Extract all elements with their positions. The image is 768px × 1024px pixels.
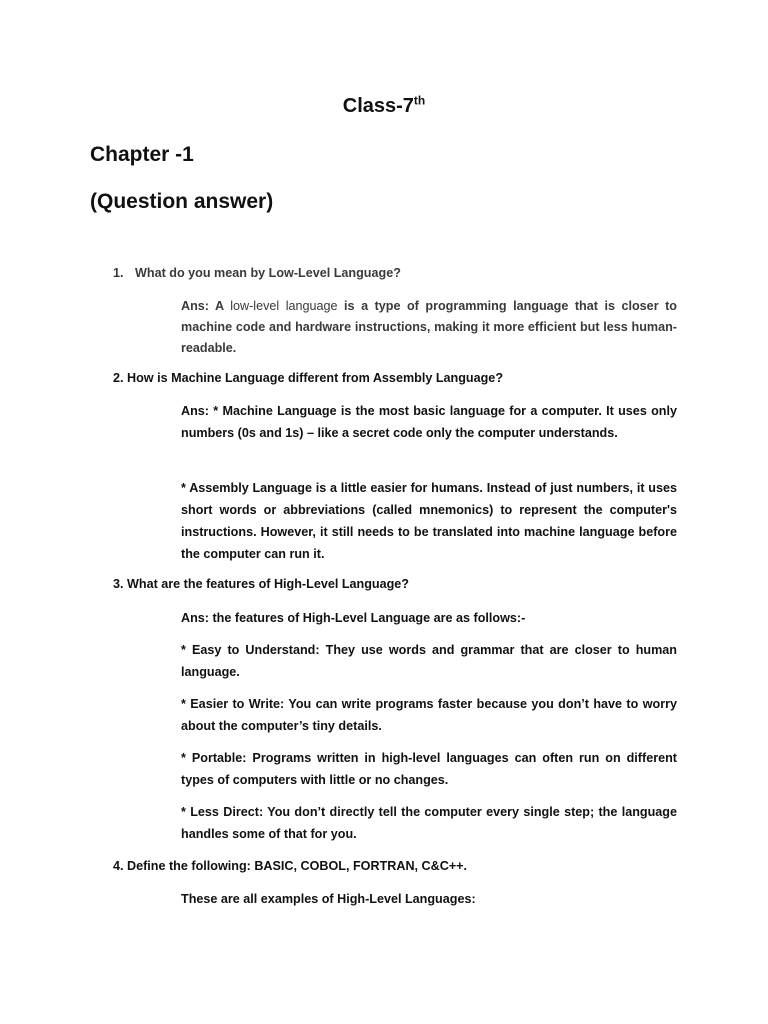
question-1-text: What do you mean by Low-Level Language?: [135, 266, 401, 280]
answer-1-text: is a type of programming language that is closer to machine code and hardware instructions, making it more efficient but less human-readable.: [181, 299, 677, 355]
question-4: 4. Define the following: BASIC, COBOL, FORTRAN, C&C++.: [113, 859, 468, 873]
answer-1-term: low-level language: [230, 299, 338, 313]
feature-less-direct: * Less Direct: You don’t directly tell the computer every single step; the language handles some of that for you.: [181, 805, 677, 841]
class-title-text: Class-7: [342, 95, 414, 117]
answer-2-machine-language: Ans: * Machine Language is the most basic language for a computer. It uses only numbers (0s and 1s) – like a secret code only the computer understands.: [181, 404, 677, 440]
answer-1-prefix: Ans: A: [181, 299, 231, 313]
question-3: 3. What are the features of High-Level Language?: [113, 577, 410, 591]
class-title: [0, 95, 768, 118]
question-2: 2. How is Machine Language different from Assembly Language?: [113, 371, 504, 385]
class-title-superscript: th: [413, 93, 426, 108]
chapter-subtitle: (Question answer): [90, 190, 274, 213]
answer-4-intro: These are all examples of High-Level Languages:: [181, 892, 476, 906]
answer-3-intro: Ans: the features of High-Level Language are as follows:-: [181, 611, 526, 625]
feature-easy-to-understand: * Easy to Understand: They use words and grammar that are closer to human language.: [181, 643, 677, 679]
question-1: [113, 266, 713, 280]
feature-easier-to-write: * Easier to Write: You can write programs faster because you don’t have to worry about the computer’s tiny details.: [181, 697, 677, 733]
chapter-heading: Chapter -1: [90, 143, 194, 166]
answer-2-assembly-language: * Assembly Language is a little easier for humans. Instead of just numbers, it uses short words or abbreviations (called mnemonics) to represent the computer's instructions. However, it still needs to be translated into machine language before the computer can run it.: [181, 481, 677, 561]
question-1-number: 1.: [113, 266, 124, 280]
feature-portable: * Portable: Programs written in high-level languages can often run on different types of computers with little or no changes.: [181, 751, 677, 787]
answer-1: [181, 296, 677, 359]
